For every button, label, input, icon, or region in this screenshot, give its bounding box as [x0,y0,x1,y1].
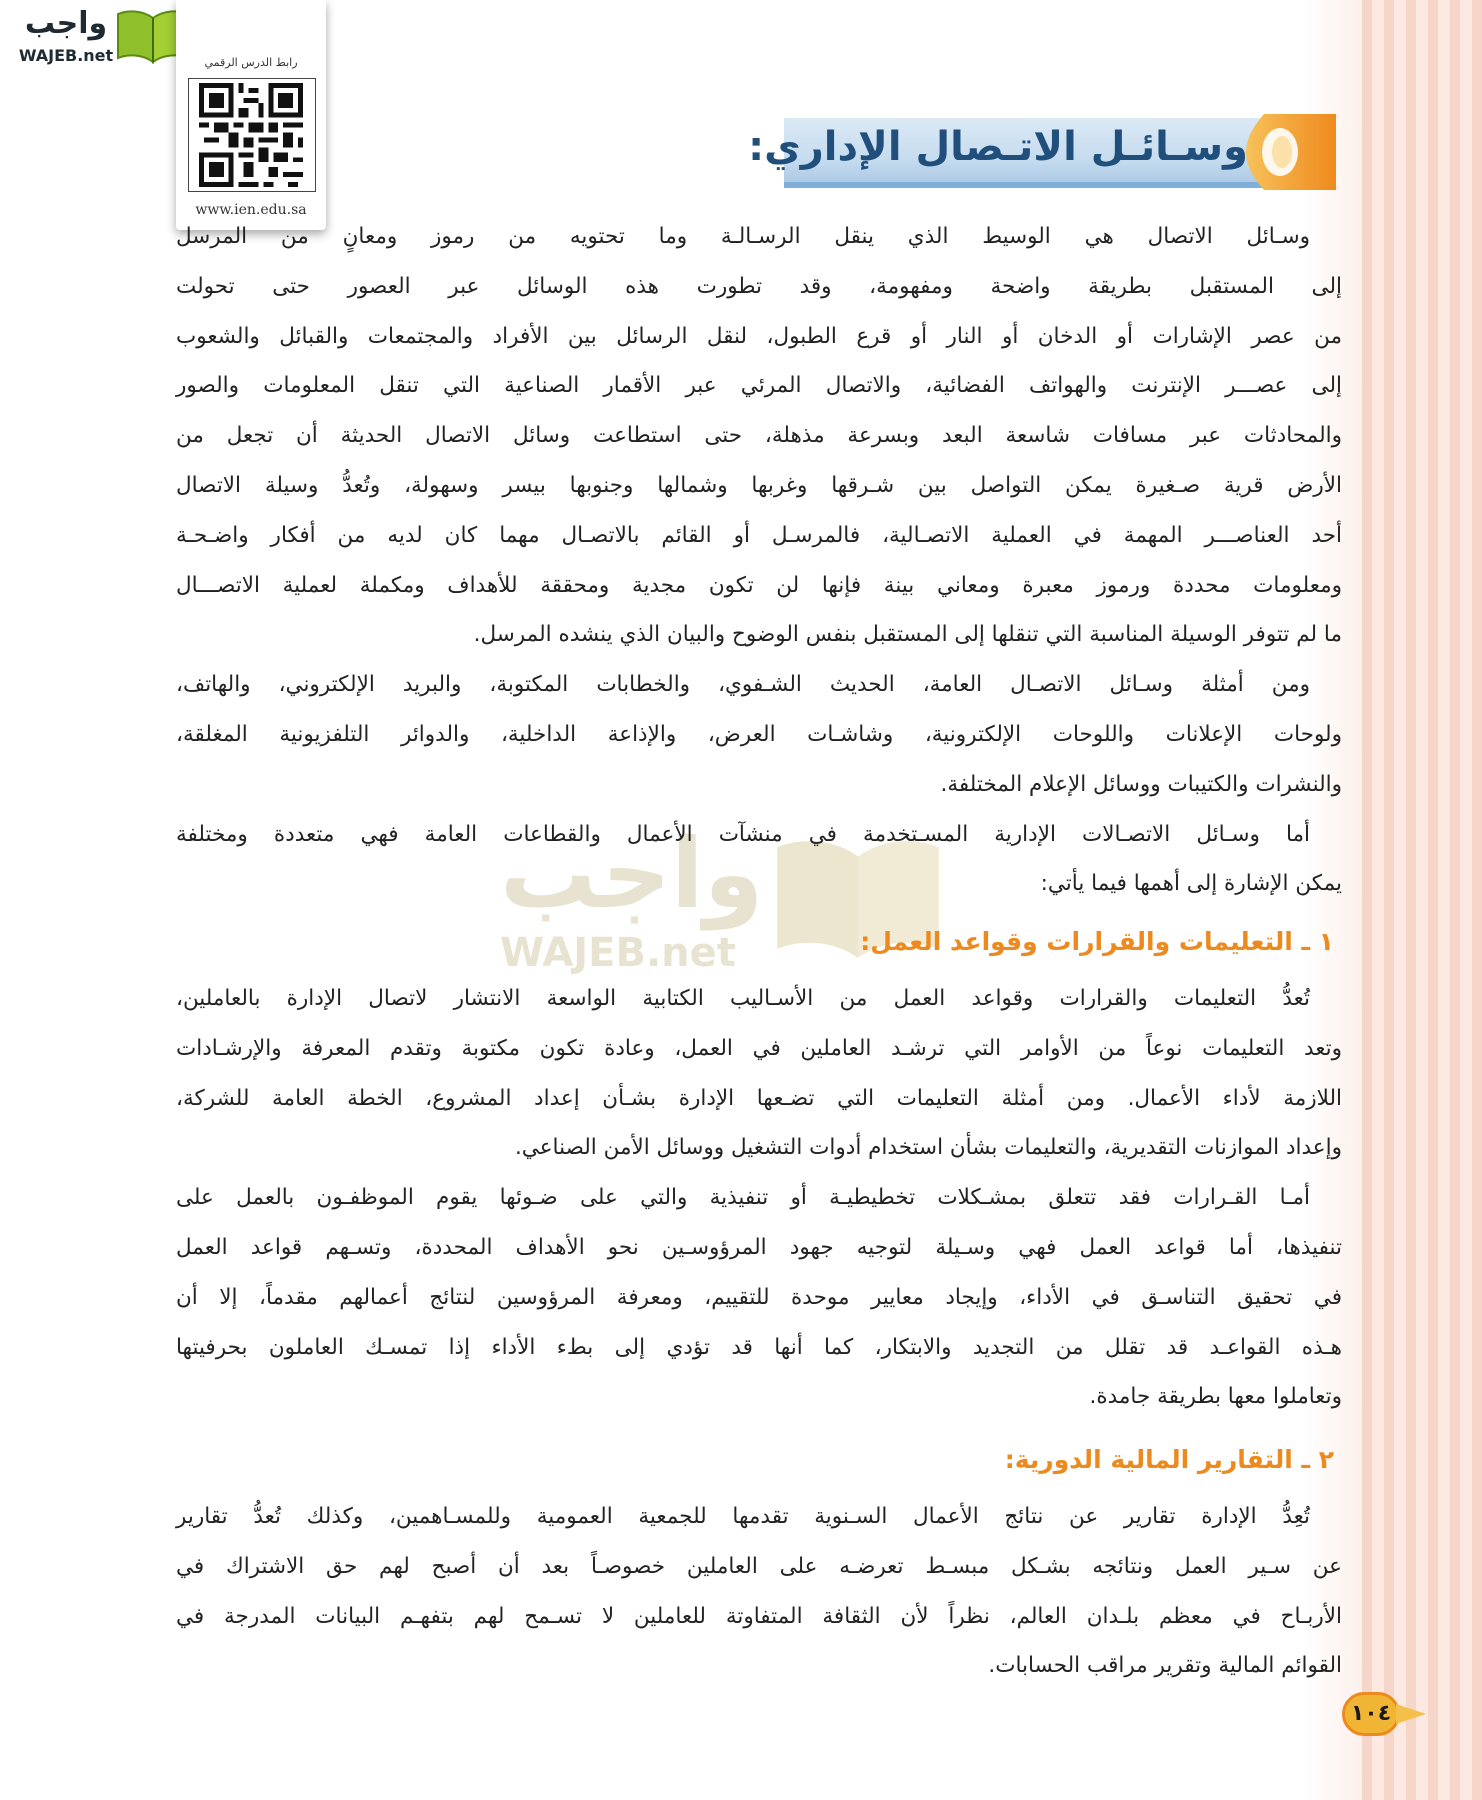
paragraph [176,1173,1342,1422]
text-line: والنشرات والكتيبات ووسائل الإعلام المختلفة. [940,771,1342,797]
qr-label: رابط الدرس الرقمي [204,56,298,69]
page-number-text: ١٠٤ [1350,1701,1392,1726]
text-line: أحد العناصـــر المهمة في العملية الاتصـالية، فالمرسـل أو القائم بالاتصـال مهما كان لديه من أفكار واضـحـة [176,522,1342,548]
text-line: ومعلومات محددة ورموز معبرة ومعاني بينة فإنها لن تكون مجدية ومحققة للأهداف ومكملة لعملية الاتصـــال [176,572,1342,598]
text-line: تنفيذها، أما قواعد العمل فهي وسـيلة لتوجيه جهود المرؤوسـين نحو الأهداف المحددة، وتسـهم قواعد العمل [176,1234,1342,1260]
title-banner [748,114,1336,190]
qr-code[interactable] [188,78,316,192]
paragraph [176,212,1342,660]
qr-url[interactable]: www.ien.edu.sa [195,202,307,218]
text-line: تُعِدُّ الإدارة تقارير عن نتائج الأعمال السـنوية تقدمها للجمعية العمومية وللمسـاهمين، وكذلك تُعدُّ تقارير [176,1504,1310,1529]
logo-latin: WAJEB.net [18,46,114,65]
text-line: القوائم المالية وتقرير مراقب الحسابات. [988,1653,1342,1679]
section-financial-reports [176,1428,1342,1691]
text-line: أما وسـائل الاتصـالات الإدارية المسـتخدمة في منشآت الأعمال والقطاعات العامة فهي متعددة ومختلفة [176,821,1310,847]
text-line: ومن أمثلة وسـائل الاتصـال العامة، الحديث الشـفوي، والخطابات المكتوبة، والبريد الإلكتروني، والهاتف، [176,672,1310,698]
text-line: هـذه القواعـد قد تقلل من التجديد والابتكار، كما أنها قد تؤدي إلى بطء الأداء إذا تمسـك العاملون بحرفيتها [176,1334,1342,1360]
watermark-latin: WAJEB.net [500,930,736,976]
section-heading: ١ ـ التعليمات والقرارات وقواعد العمل: [860,927,1334,956]
text-line: وإعداد الموازنات التقديرية، والتعليمات بشأن استخدام أدوات التشغيل ووسائل الأمن الصناعي. [514,1135,1342,1161]
orange-arrow-icon [1246,114,1336,190]
text-line: ولوحات الإعلانات واللوحات الإلكترونية، وشاشـات العرض، والإذاعة الداخلية، والدوائر التلفزيونية المغلقة، [176,721,1342,747]
text-line: من عصر الإشارات أو الدخان أو النار أو قرع الطبول، لنقل الرسائل بين الأفراد والمجتمعات والقبائل والشعوب [176,323,1342,349]
text-line: إلى عصـــر الإنترنت والهواتف الفضائية، والاتصال المرئي عبر الأقمار الصناعية التي تنقل المعلومات والصور [176,373,1342,399]
text-line: وتعاملوا معها بطريقة جامدة. [1089,1384,1342,1410]
paragraph [176,974,1342,1173]
paragraph [176,1492,1342,1691]
section-instructions [176,910,1342,1422]
text-line: الأربـاح في معظم بلـدان العالم، نظراً لأن الثقافة المتفاوتة للعاملين لا تسـمح لهم بتفهـم البيانات المدرجة في [176,1603,1342,1629]
logo-arabic: واجب [24,6,108,41]
page-title: وسـائـل الاتـصال الإداري: [748,124,1248,170]
text-line: يمكن الإشارة إلى أهمها فيما يأتي: [1040,871,1342,897]
qr-card[interactable] [176,0,326,230]
text-line: أمـا القـرارات فقد تتعلق بمشـكلات تخطيطيـة أو تنفيذية والتي على ضـوئها يقوم الموظفـون بالعمل على [176,1185,1310,1211]
text-line: في تحقيق التناسـق في الأداء، وإيجاد معايير موحدة للتقييم، ومعرفة المرؤوسين لنتائج أعمالهم مقدماً، إلا أن [176,1284,1342,1310]
paragraph [176,810,1342,910]
text-line: تُعدُّ التعليمات والقرارات وقواعد العمل من الأسـاليب الكتابية الواسعة الانتشار لاتصال الإدارة بالعاملين، [176,986,1310,1011]
page-arrow-icon [1396,1702,1426,1726]
wajeb-logo[interactable] [8,6,188,68]
qr-code-icon [199,83,303,187]
title-banner-underline [784,182,1304,188]
intro-section [176,212,1342,909]
text-line: عن سـير العمل ونتائجه بشـكل مبسـط تعرضـه على العاملين خصوصـاً بعد أن أصبح لهم حق الاشتراك في [176,1553,1342,1579]
text-line: اللازمة لأداء الأعمال. ومن أمثلة التعليمات التي تضـعها الإدارة بشـأن إعداد المشروع، الخطة العامة للشركة، [176,1085,1342,1111]
text-line: وتعد التعليمات نوعاً من الأوامر التي ترشـد العاملين في العمل، وعادة تكون مكتوبة وتقدم المعرفة والإرشـادات [176,1035,1342,1061]
watermark-arabic: واجب [500,818,764,930]
decorative-stripes [1362,0,1482,1800]
paragraph [176,660,1342,809]
text-line: والمحادثات عبر مسافات شاسعة البعد وبسرعة مذهلة، حتى استطاعت وسائل الاتصال الحديثة أن تجعل من [176,423,1342,449]
text-line: إلى المستقبل بطريقة واضحة ومفهومة، وقد تطورت هذه الوسائل عبر العصور حتى تحولت [176,273,1342,299]
text-line: الأرض قرية صـغيرة يمكن التواصل بين شـرقها وغربها وشمالها وجنوبها بيسر وسهولة، وتُعدُّ وسيلة الاتصال [176,472,1342,498]
text-line: ما لم تتوفر الوسيلة المناسبة التي تنقلها إلى المستقبل بنفس الوضوح والبيان الذي ينشده المرسل. [473,622,1342,648]
page-number [1340,1690,1430,1740]
text-line: وسـائل الاتصال هي الوسيط الذي ينقل الرسـالـة وما تحتويه من رموز ومعانٍ من المرسل [176,224,1310,249]
section-heading: ٢ ـ التقارير المالية الدورية: [1004,1445,1334,1474]
